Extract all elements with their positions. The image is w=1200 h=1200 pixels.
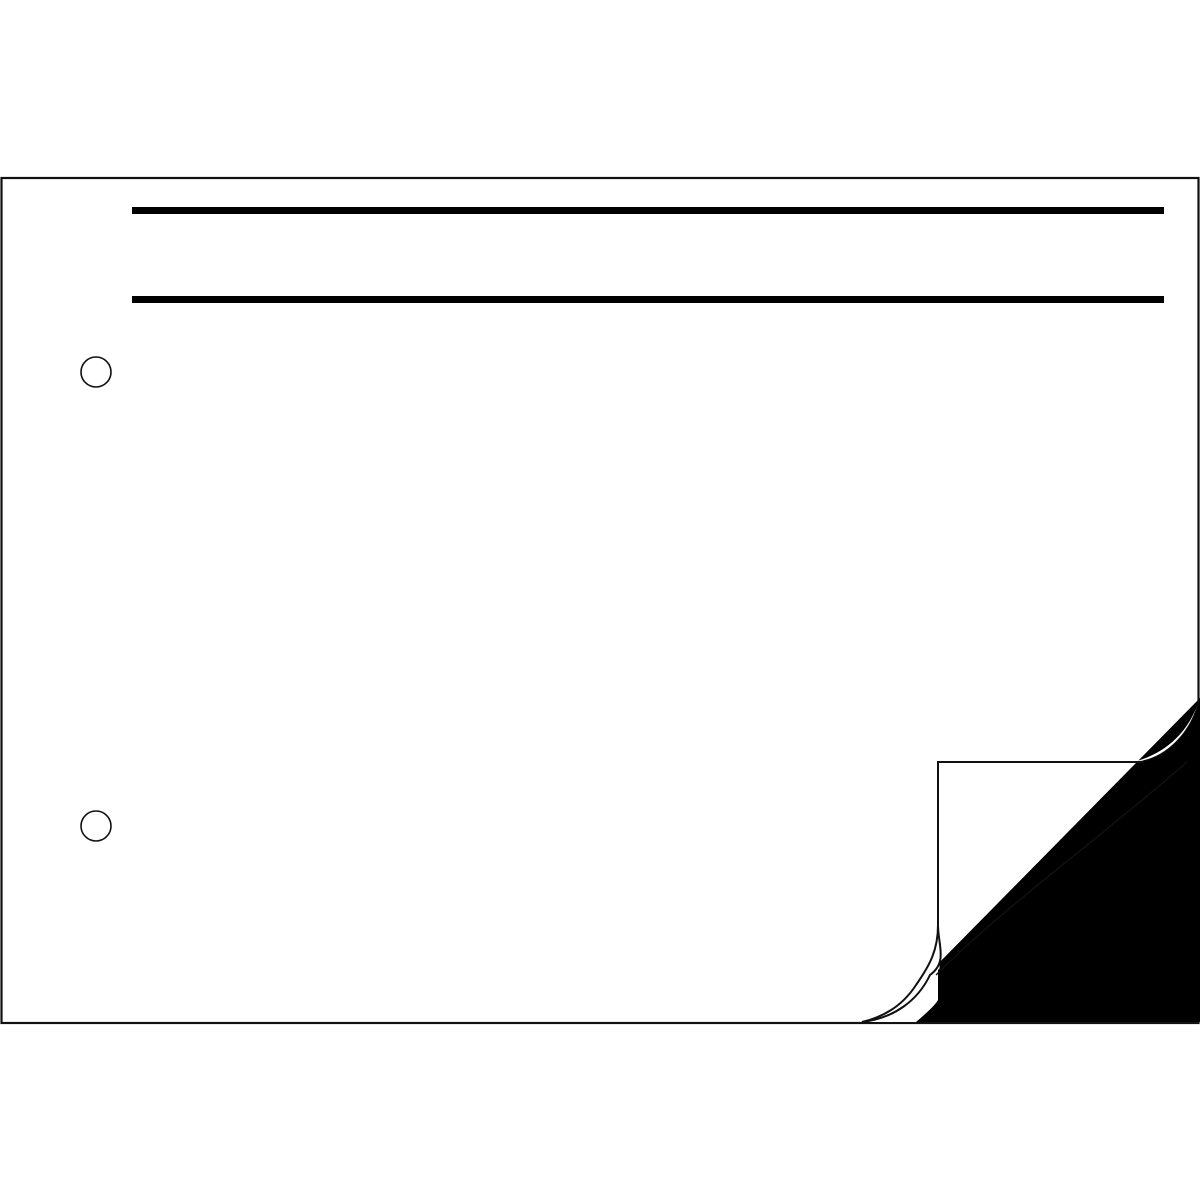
header-bar-top: [132, 207, 1164, 214]
header-bar-middle: [132, 296, 1164, 303]
binder-hole-bottom: [81, 811, 111, 841]
binder-hole-top: [81, 357, 111, 387]
